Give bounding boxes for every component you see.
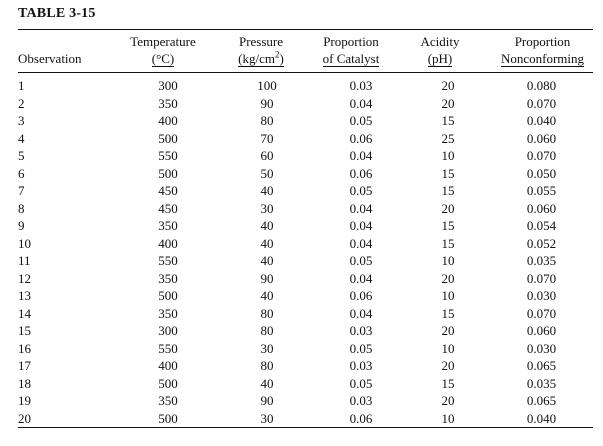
cell-nonconforming: 0.035 [526,375,557,391]
cell-acidity: 20 [441,393,455,408]
table-row [18,77,593,95]
cell-temperature: 350 [158,393,178,408]
cell-pressure: 90 [260,393,274,408]
header-pressure-close: ) [279,51,284,66]
table-row [18,357,593,375]
data-table-body [18,77,593,427]
cell-temperature: 300 [158,78,178,93]
cell-nonconforming: 0.055 [526,183,557,198]
cell-pressure: 50 [260,165,274,181]
cell-catalyst: 0.03 [349,323,373,338]
cell-pressure: 80 [260,113,274,128]
header-catalyst-line2: of Catalyst [322,51,380,66]
cell-observation: 5 [18,148,25,163]
table-row [18,235,593,253]
cell-pressure: 30 [260,410,274,426]
table-row [18,182,593,200]
table-row [18,270,593,288]
cell-temperature: 500 [158,165,178,181]
cell-acidity: 20 [441,323,455,338]
cell-observation: 9 [18,218,25,233]
cell-observation: 4 [18,130,25,146]
header-temperature [118,33,208,67]
cell-catalyst: 0.06 [349,130,373,146]
cell-catalyst: 0.03 [349,358,373,373]
cell-catalyst: 0.05 [349,375,373,391]
cell-acidity: 10 [441,410,455,426]
cell-observation: 14 [18,305,31,321]
header-nonconforming [490,33,595,67]
header-pressure-line2 [238,51,284,67]
cell-nonconforming: 0.070 [526,95,557,111]
cell-acidity: 20 [441,270,455,286]
cell-temperature: 350 [158,305,178,321]
cell-pressure: 40 [260,253,274,268]
table-row [18,392,593,410]
cell-catalyst: 0.04 [349,148,373,163]
cell-temperature: 500 [158,375,178,391]
cell-nonconforming: 0.040 [526,113,557,128]
cell-observation: 10 [18,235,31,251]
cell-acidity: 15 [441,183,455,198]
cell-acidity: 10 [441,288,455,303]
cell-observation: 11 [18,253,31,268]
cell-catalyst: 0.06 [349,288,373,303]
header-catalyst-line1: Proportion [323,34,379,49]
cell-acidity: 15 [441,375,455,391]
cell-temperature: 350 [158,95,178,111]
cell-pressure: 80 [260,305,274,321]
table-title: TABLE 3-15 [18,6,96,21]
cell-nonconforming: 0.030 [526,288,557,303]
cell-nonconforming: 0.060 [526,323,557,338]
cell-temperature: 400 [158,235,178,251]
cell-nonconforming: 0.070 [526,270,557,286]
cell-temperature: 550 [158,340,178,356]
cell-catalyst: 0.05 [349,183,373,198]
cell-nonconforming: 0.054 [526,218,557,233]
table-row [18,112,593,130]
cell-temperature: 450 [158,183,178,198]
cell-pressure: 70 [260,130,274,146]
bottom-rule [18,427,593,428]
cell-observation: 12 [18,270,31,286]
cell-pressure: 40 [260,183,274,198]
cell-acidity: 15 [441,218,455,233]
header-temperature-line1: Temperature [130,34,196,49]
cell-catalyst: 0.04 [349,200,373,216]
cell-pressure: 40 [260,288,274,303]
header-acidity [400,33,480,67]
header-pressure-unit: (kg/cm [238,51,275,66]
cell-catalyst: 0.03 [349,393,373,408]
header-catalyst [306,33,396,67]
data-table [18,77,593,427]
cell-nonconforming: 0.060 [526,130,557,146]
cell-pressure: 90 [260,270,274,286]
cell-temperature: 550 [158,253,178,268]
cell-acidity: 20 [441,200,455,216]
top-rule [18,29,593,30]
cell-observation: 3 [18,113,25,128]
cell-temperature: 550 [158,148,178,163]
cell-acidity: 20 [441,95,455,111]
cell-pressure: 40 [260,375,274,391]
table-row [18,305,593,323]
cell-acidity: 15 [441,235,455,251]
cell-observation: 16 [18,340,31,356]
cell-acidity: 20 [441,358,455,373]
cell-pressure: 60 [260,148,274,163]
cell-catalyst: 0.04 [349,305,373,321]
cell-pressure: 40 [260,218,274,233]
cell-acidity: 15 [441,305,455,321]
cell-pressure: 90 [260,95,274,111]
cell-observation: 15 [18,323,31,338]
cell-acidity: 15 [441,165,455,181]
cell-nonconforming: 0.052 [526,235,557,251]
cell-temperature: 400 [158,358,178,373]
cell-observation: 20 [18,410,31,426]
cell-nonconforming: 0.065 [526,358,557,373]
table-row [18,165,593,183]
header-pressure-exponent: 2 [274,49,280,60]
cell-pressure: 100 [257,78,277,93]
cell-observation: 8 [18,200,25,216]
cell-catalyst: 0.06 [349,165,373,181]
cell-catalyst: 0.04 [349,270,373,286]
cell-nonconforming: 0.050 [526,165,557,181]
cell-catalyst: 0.05 [349,340,373,356]
cell-acidity: 25 [441,130,455,146]
table-row [18,147,593,165]
cell-pressure: 30 [260,200,274,216]
cell-nonconforming: 0.060 [526,200,557,216]
cell-observation: 7 [18,183,25,198]
table-row [18,375,593,393]
header-pressure [216,33,306,67]
header-temperature-line2: (°C) [151,51,175,66]
cell-observation: 2 [18,95,25,111]
table-row [18,322,593,340]
cell-acidity: 10 [441,253,455,268]
cell-catalyst: 0.05 [349,253,373,268]
header-rule [18,72,593,73]
table-row [18,200,593,218]
header-nonconforming-line1: Proportion [514,34,571,49]
cell-pressure: 30 [260,340,274,356]
cell-acidity: 10 [441,148,455,163]
cell-acidity: 15 [441,113,455,128]
cell-nonconforming: 0.080 [526,78,557,93]
cell-observation: 13 [18,288,31,303]
table-row [18,410,593,428]
table-row [18,252,593,270]
table-row [18,340,593,358]
header-observation: Observation [18,51,82,66]
cell-temperature: 350 [158,218,178,233]
cell-pressure: 80 [260,323,274,338]
cell-catalyst: 0.04 [349,95,373,111]
cell-temperature: 300 [158,323,178,338]
cell-nonconforming: 0.065 [526,393,557,408]
cell-nonconforming: 0.070 [526,305,557,321]
cell-temperature: 500 [158,288,178,303]
header-acidity-line1: Acidity [420,34,460,49]
cell-temperature: 350 [158,270,178,286]
cell-catalyst: 0.05 [349,113,373,128]
cell-catalyst: 0.04 [349,235,373,251]
header-pressure-line1: Pressure [238,34,284,49]
table-row [18,95,593,113]
cell-observation: 19 [18,393,31,408]
cell-acidity: 10 [441,340,455,356]
cell-temperature: 450 [158,200,178,216]
cell-temperature: 400 [158,113,178,128]
table-row [18,217,593,235]
cell-observation: 17 [18,358,31,373]
header-acidity-line2: (pH) [427,51,453,66]
cell-temperature: 500 [158,410,178,426]
cell-nonconforming: 0.070 [526,148,557,163]
table-row [18,287,593,305]
cell-pressure: 40 [260,235,274,251]
cell-nonconforming: 0.040 [526,410,557,426]
cell-catalyst: 0.04 [349,218,373,233]
cell-pressure: 80 [260,358,274,373]
cell-temperature: 500 [158,130,178,146]
table-row [18,130,593,148]
header-nonconforming-line2: Nonconforming [500,51,585,66]
cell-observation: 1 [18,78,25,93]
cell-nonconforming: 0.035 [526,253,557,268]
cell-catalyst: 0.03 [349,78,373,93]
cell-acidity: 20 [441,78,455,93]
cell-observation: 6 [18,165,25,181]
cell-observation: 18 [18,375,31,391]
cell-nonconforming: 0.030 [526,340,557,356]
cell-catalyst: 0.06 [349,410,373,426]
